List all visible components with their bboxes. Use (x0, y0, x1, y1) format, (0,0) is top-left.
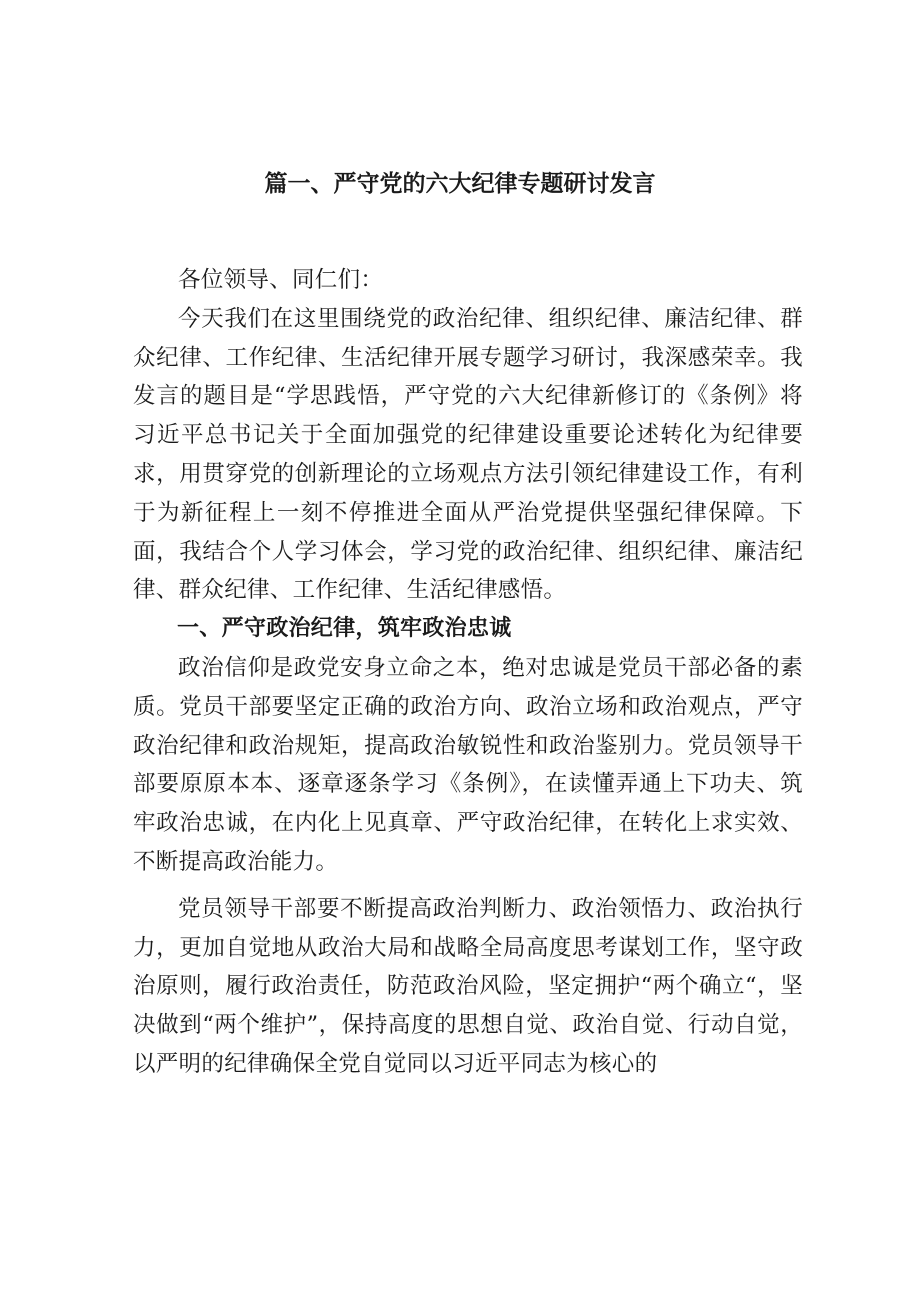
document-body (133, 261, 803, 1084)
paragraph-intro: 今天我们在这里围绕党的政治纪律、组织纪律、廉洁纪律、群众纪律、工作纪律、生活纪律开展专题学习研讨，我深感荣幸。我发言的题目是“学思践悟，严守党的六大纪律新修订的《条例》将习近平总书记关于全面加强党的纪律建设重要论述转化为纪律要求，用贯穿党的创新理论的立场观点方法引领纪律建设工作，有利于为新征程上一刻不停推进全面从严治党提供坚强纪律保障。下面，我结合个人学习体会，学习党的政治纪律、组织纪律、廉洁纪律、群众纪律、工作纪律、生活纪律感悟。 (133, 305, 803, 604)
document-title: 篇一、严守党的六大纪律专题研讨发言 (264, 171, 656, 197)
section-heading-political-discipline: 一、严守政治纪律，筑牢政治忠诚 (177, 616, 512, 642)
paragraph-political-capacity: 党员领导干部要不断提高政治判断力、政治领悟力、政治执行力，更加自觉地从政治大局和战略全局高度思考谋划工作，坚守政治原则，履行政治责任，防范政治风险，坚定拥护“两个确立“，坚决做到“两个维护”，保持高度的思想自觉、政治自觉、行动自觉，以严明的纪律确保全党自觉同以习近平同志为核心的 (133, 895, 803, 1077)
paragraph-political-faith: 政治信仰是政党安身立命之本，绝对忠诚是党员干部必备的素质。党员干部要坚定正确的政治方向、政治立场和政治观点，严守政治纪律和政治规矩，提高政治敏锐性和政治鉴别力。党员领导干部要原原本本、逐章逐条学习《条例》，在读懂弄通上下功夫、筑牢政治忠诚，在内化上见真章、严守政治纪律，在转化上求实效、不断提高政治能力。 (133, 654, 803, 875)
salutation: 各位领导、同仁们： (178, 267, 384, 293)
